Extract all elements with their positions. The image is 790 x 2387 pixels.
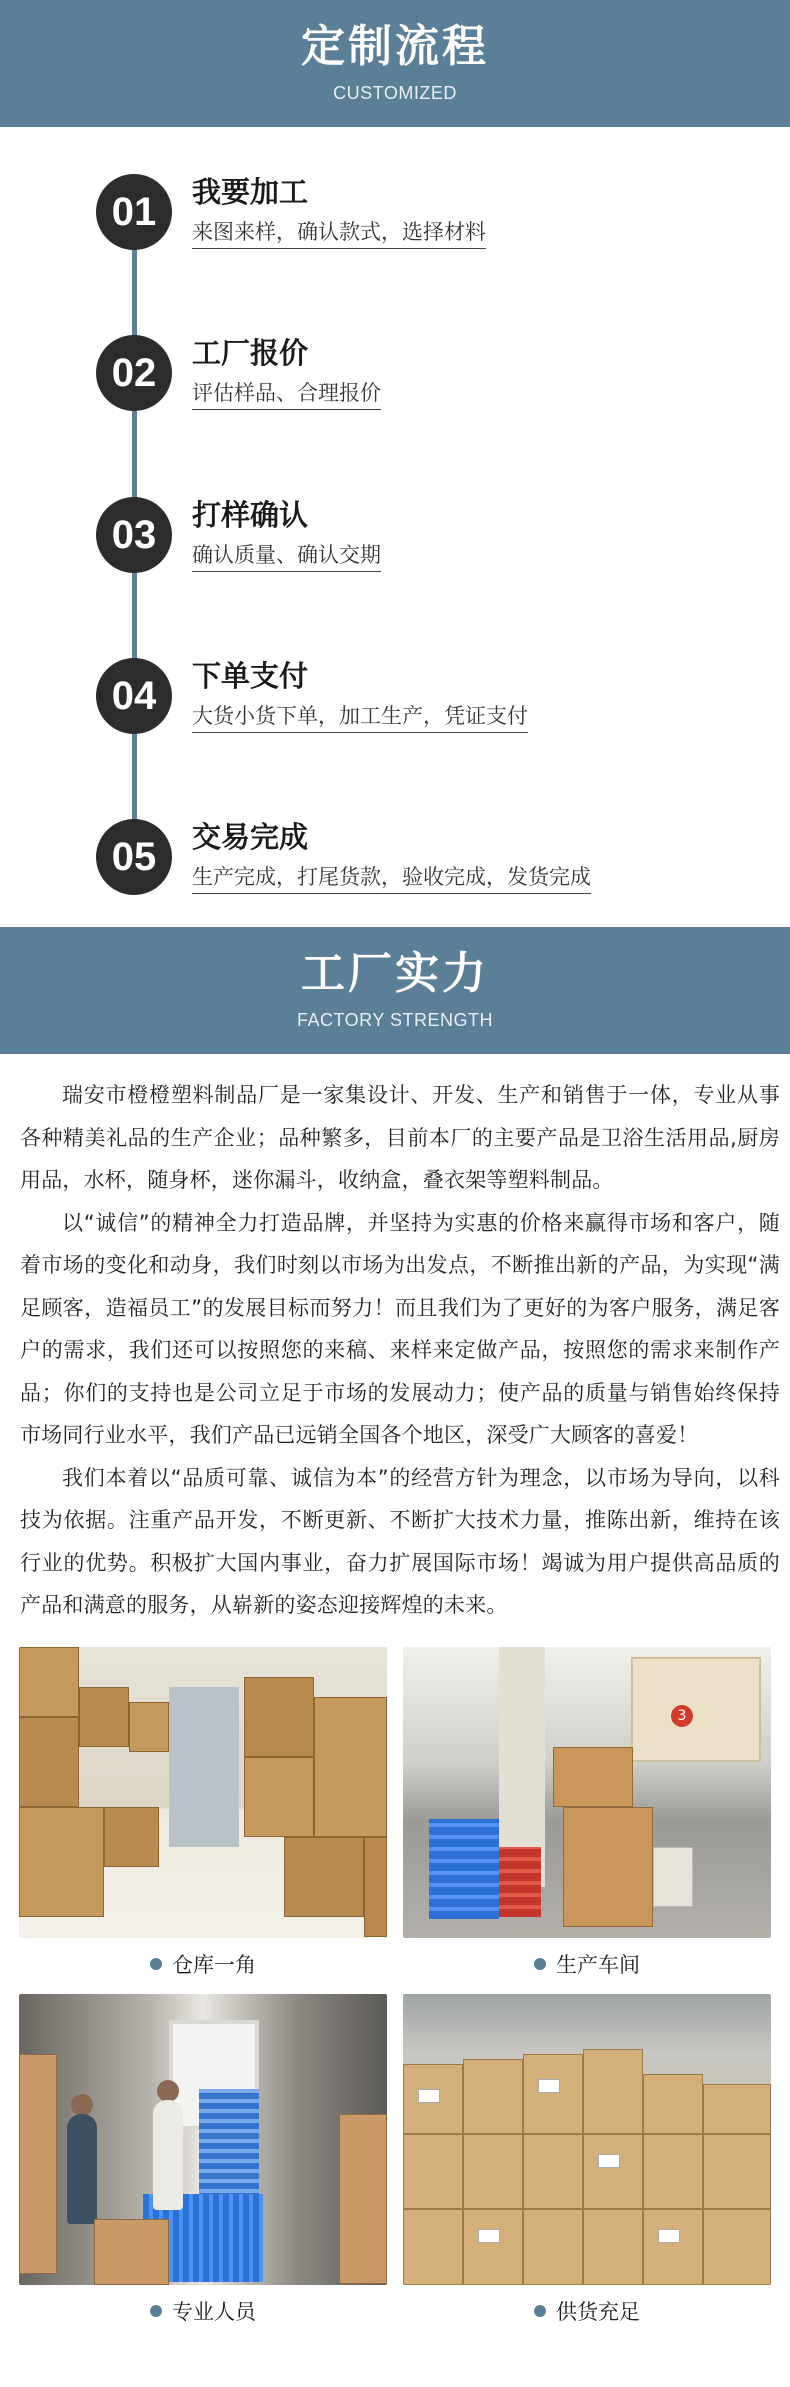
factory-intro bbox=[0, 1054, 790, 1627]
worker-figure bbox=[67, 2114, 97, 2224]
photo-caption bbox=[150, 1950, 256, 1978]
bullet-dot-icon bbox=[150, 1958, 162, 1970]
step-number-badge: 02 bbox=[96, 335, 172, 411]
machine-number-badge: 3 bbox=[671, 1705, 693, 1727]
photo-card-staff bbox=[19, 1994, 387, 2325]
blue-crates bbox=[429, 1819, 499, 1919]
photo-caption bbox=[534, 2297, 640, 2325]
step-description: 大货小货下单，加工生产，凭证支付 bbox=[192, 700, 528, 733]
step-title: 下单支付 bbox=[192, 659, 309, 694]
staff-photo bbox=[19, 1994, 387, 2285]
intro-paragraph-3: 我们本着以“品质可靠、诚信为本”的经营方针为理念，以市场为导向，以科技为依据。注重产品开发，不断更新、不断扩大技术力量，推陈出新，维持在该行业的优势。积极扩大国内事业，奋力扩展国际市场！竭诚为用户提供高品质的产品和满意的服务，从崭新的姿态迎接辉煌的未来。 bbox=[20, 1465, 780, 1617]
warehouse-photo bbox=[19, 1647, 387, 1938]
customized-subtitle: CUSTOMIZED bbox=[333, 83, 457, 104]
intro-paragraph-1: 瑞安市橙橙塑料制品厂是一家集设计、开发、生产和销售于一体，专业从事各种精美礼品的生产企业；品种繁多，目前本厂的主要产品是卫浴生活用品,厨房用品，水杯，随身杯，迷你漏斗，收纳盒，叠衣架等塑料制品。 bbox=[20, 1083, 780, 1192]
process-step-1 bbox=[96, 174, 486, 250]
step-title: 我要加工 bbox=[192, 175, 309, 210]
factory-banner bbox=[0, 927, 790, 1054]
photo-card-warehouse bbox=[19, 1647, 387, 1978]
bullet-dot-icon bbox=[150, 2305, 162, 2317]
process-step-5 bbox=[96, 819, 591, 895]
process-step-3 bbox=[96, 497, 381, 573]
step-description: 确认质量、确认交期 bbox=[192, 539, 381, 572]
factory-subtitle: FACTORY STRENGTH bbox=[296, 1010, 494, 1031]
stock-photo bbox=[403, 1994, 771, 2285]
step-title: 交易完成 bbox=[192, 820, 309, 855]
red-crates bbox=[499, 1847, 541, 1917]
step-description: 评估样品、合理报价 bbox=[192, 377, 381, 410]
caption-text: 专业人员 bbox=[172, 2299, 256, 2324]
bullet-dot-icon bbox=[534, 1958, 546, 1970]
caption-text: 生产车间 bbox=[556, 1952, 640, 1977]
photo-card-workshop bbox=[403, 1647, 771, 1978]
customized-banner bbox=[0, 0, 790, 127]
workshop-photo bbox=[403, 1647, 771, 1938]
process-step-2 bbox=[96, 335, 381, 411]
caption-text: 供货充足 bbox=[556, 2299, 640, 2324]
process-step-4 bbox=[96, 658, 528, 734]
factory-photo-grid bbox=[0, 1627, 790, 2341]
step-title: 打样确认 bbox=[192, 498, 309, 533]
step-description: 来图来样，确认款式，选择材料 bbox=[192, 216, 486, 249]
photo-caption bbox=[150, 2297, 256, 2325]
caption-text: 仓库一角 bbox=[172, 1952, 256, 1977]
step-description: 生产完成，打尾货款，验收完成，发货完成 bbox=[192, 861, 591, 894]
step-title: 工厂报价 bbox=[192, 336, 309, 371]
step-number-badge: 05 bbox=[96, 819, 172, 895]
step-number-badge: 03 bbox=[96, 497, 172, 573]
process-timeline bbox=[0, 127, 790, 927]
photo-caption bbox=[534, 1950, 640, 1978]
machine bbox=[631, 1657, 761, 1762]
factory-title: 工厂实力 bbox=[301, 947, 489, 999]
worker-figure bbox=[153, 2100, 183, 2210]
step-number-badge: 01 bbox=[96, 174, 172, 250]
customized-title: 定制流程 bbox=[301, 20, 489, 72]
intro-paragraph-2: 以“诚信”的精神全力打造品牌，并坚持为实惠的价格来赢得市场和客户，随着市场的变化和动身，我们时刻以市场为出发点，不断推出新的产品，为实现“满足顾客，造福员工”的发展目标而努力！而且我们为了更好的为客户服务，满足客户的需求，我们还可以按照您的来稿、来样来定做产品，按照您的需求来制作产品；你们的支持也是公司立足于市场的发展动力；使产品的质量与销售始终保持市场同行业水平，我们产品已远销全国各个地区，深受广大顾客的喜爱！ bbox=[20, 1210, 780, 1447]
step-number-badge: 04 bbox=[96, 658, 172, 734]
photo-card-stock bbox=[403, 1994, 771, 2325]
warehouse-door bbox=[169, 1687, 239, 1847]
bullet-dot-icon bbox=[534, 2305, 546, 2317]
